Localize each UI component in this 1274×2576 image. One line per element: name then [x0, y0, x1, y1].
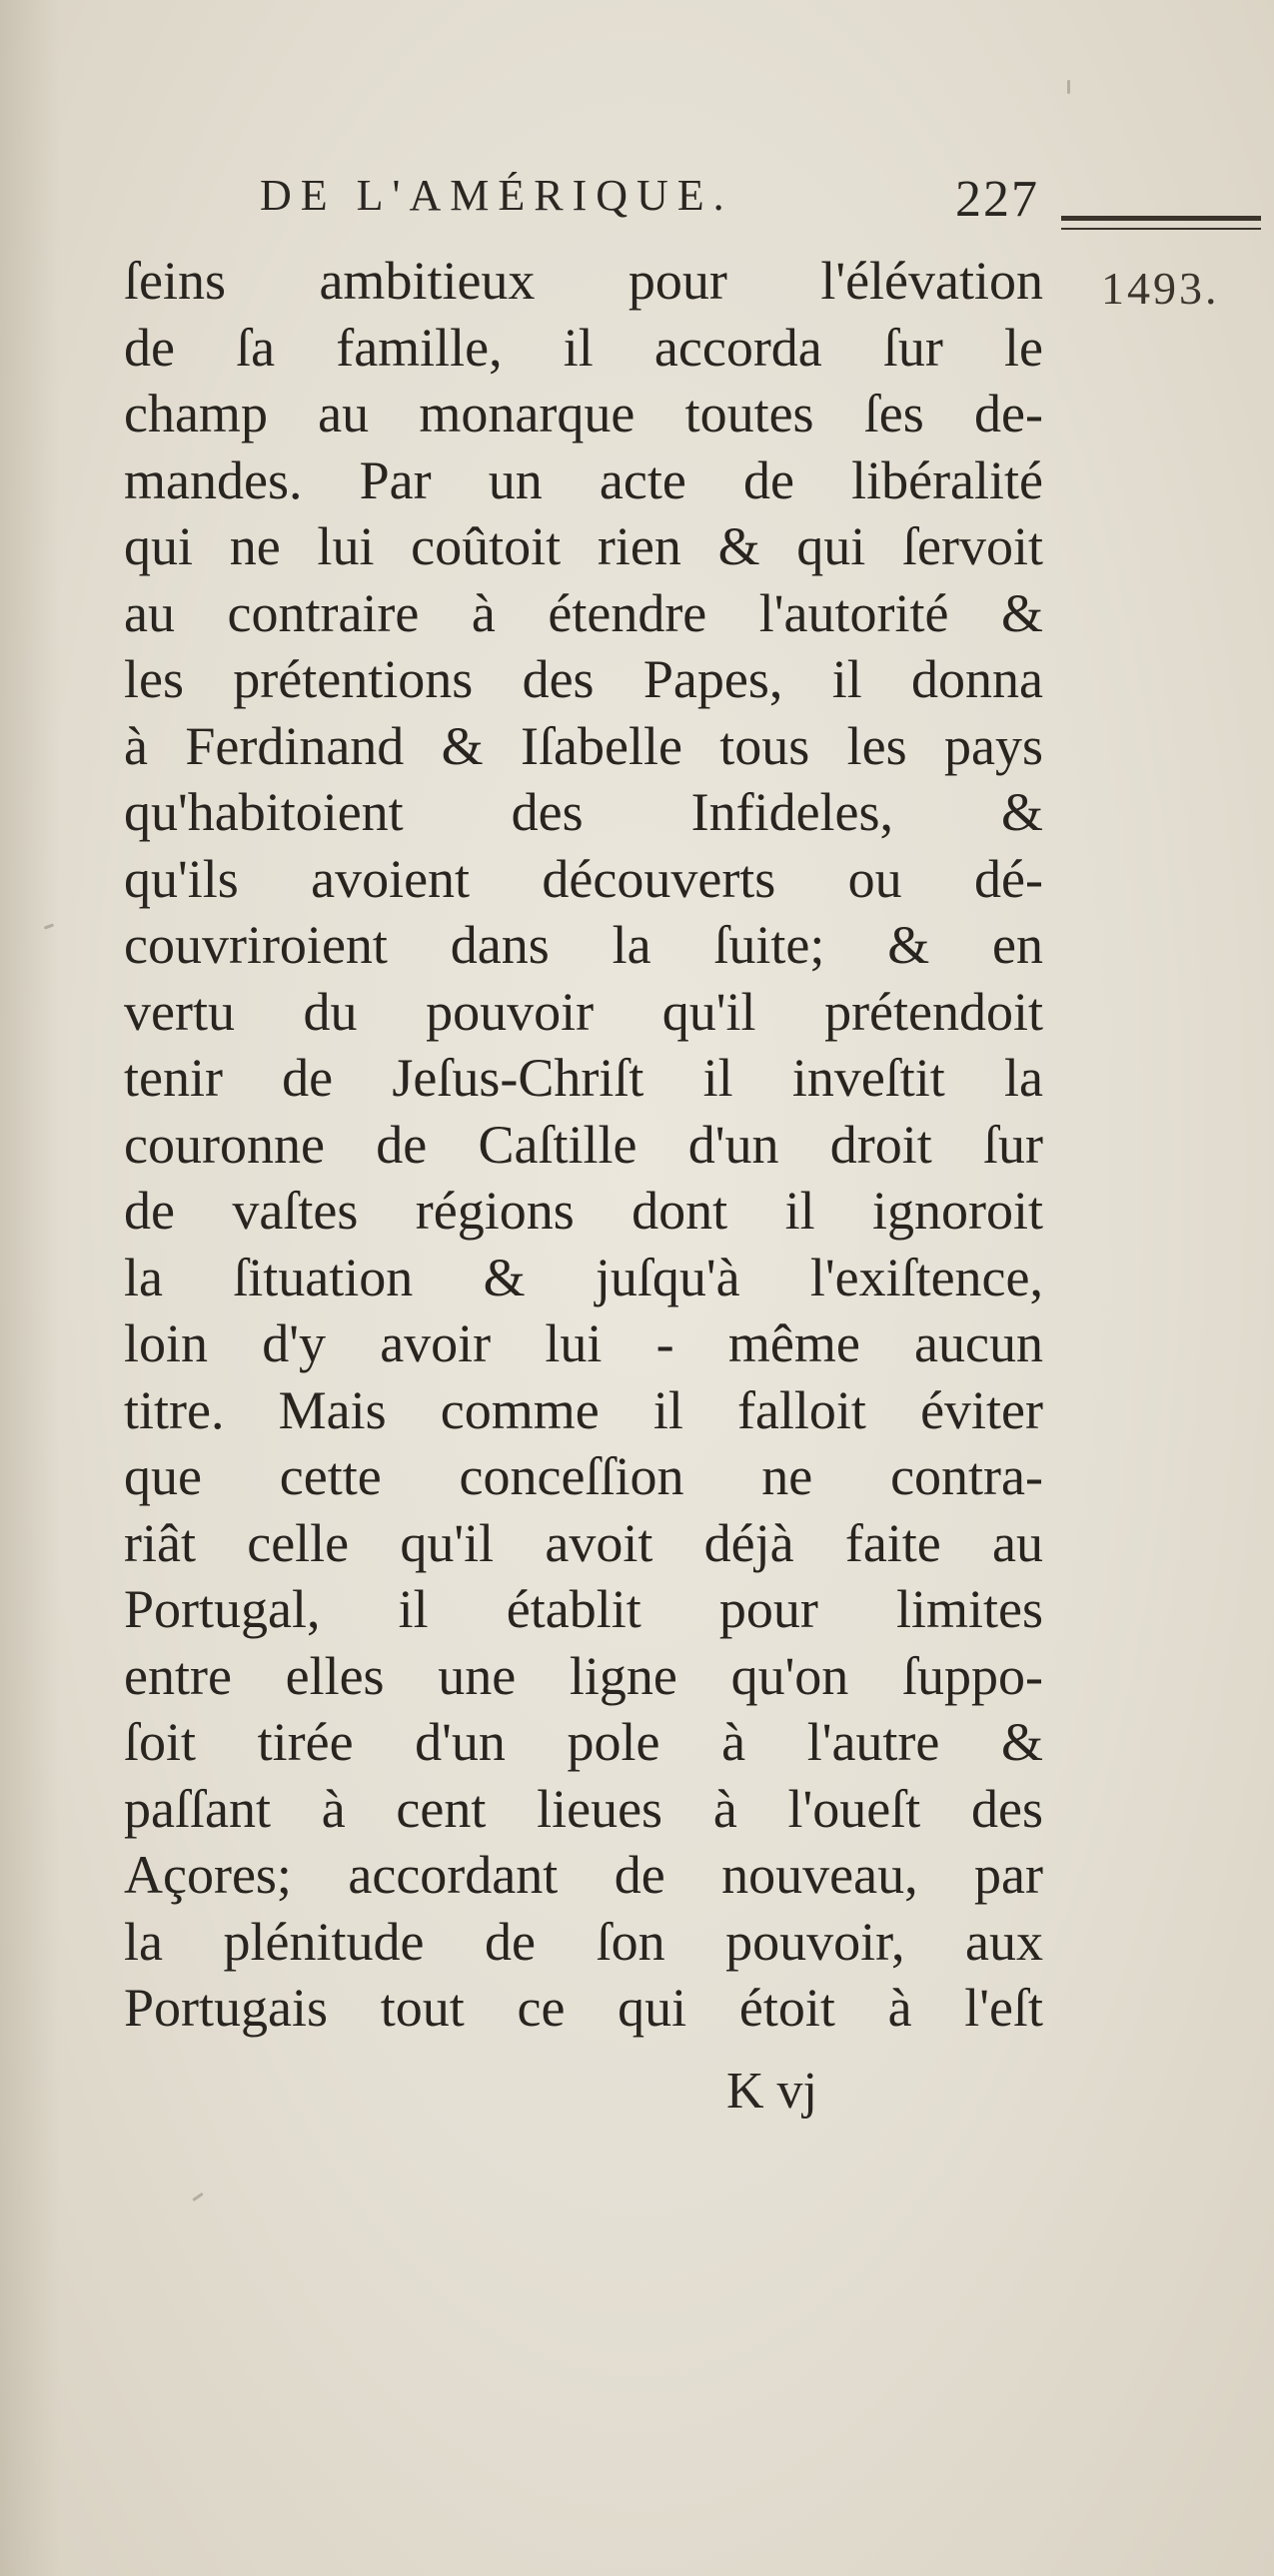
margin-rule	[1061, 216, 1261, 221]
text-line: mandes. Par un acte de libéralité	[124, 449, 1043, 510]
signature-mark: K vj	[726, 2063, 817, 2120]
text-line: vertu du pouvoir qu'il prétendoit	[124, 981, 1043, 1042]
text-line: de ſa famille, il accorda ſur le	[124, 317, 1043, 378]
text-line: qui ne lui coûtoit rien & qui ſervoit	[124, 516, 1043, 576]
text-line: ſoit tirée d'un pole à l'autre &	[124, 1712, 1043, 1772]
text-line: au contraire à étendre l'autorité &	[124, 582, 1043, 643]
paper-speck	[1067, 80, 1070, 94]
text-line: Açores; accordant de nouveau, par	[124, 1845, 1043, 1905]
text-line: tenir de Jeſus-Chriſt il inveſtit la	[124, 1048, 1043, 1108]
text-line: ſeins ambitieux pour l'élévation	[124, 251, 1043, 311]
text-line: paſſant à cent lieues à l'oueſt des	[124, 1778, 1043, 1839]
text-line: titre. Mais comme il falloit éviter	[124, 1379, 1043, 1440]
page-number: 227	[955, 171, 1039, 228]
body-text	[124, 248, 1043, 2042]
paper-speck	[44, 923, 54, 929]
running-title: DE L'AMÉRIQUE.	[260, 171, 733, 220]
text-line: de vaſtes régions dont il ignoroit	[124, 1181, 1043, 1241]
text-line: entre elles une ligne qu'on ſuppo-	[124, 1645, 1043, 1706]
running-head	[260, 170, 1039, 240]
text-line: que cette conceſſion ne contra-	[124, 1446, 1043, 1506]
text-line: couronne de Caſtille d'un droit ſur	[124, 1114, 1043, 1175]
text-line: Portugal, il établit pour limites	[124, 1579, 1043, 1639]
text-line: loin d'y avoir lui - même aucun	[124, 1313, 1043, 1373]
text-line: qu'ils avoient découverts ou dé-	[124, 848, 1043, 909]
text-line: les prétentions des Papes, il donna	[124, 649, 1043, 709]
text-line: à Ferdinand & Iſabelle tous les pays	[124, 715, 1043, 776]
margin-rule-thin	[1061, 228, 1261, 230]
margin-date-note: 1493.	[1101, 263, 1220, 314]
text-line: la plénitude de ſon pouvoir, aux	[124, 1911, 1043, 1972]
text-line: riât celle qu'il avoit déjà faite au	[124, 1512, 1043, 1573]
text-line: champ au monarque toutes ſes de-	[124, 384, 1043, 443]
text-line: qu'habitoient des Infideles, &	[124, 782, 1043, 842]
text-line: Portugais tout ce qui étoit à l'eſt	[124, 1978, 1043, 2038]
text-line: couvriroient dans la ſuite; & en	[124, 915, 1043, 975]
text-line: la ſituation & juſqu'à l'exiſtence,	[124, 1247, 1043, 1307]
paper-speck	[192, 2192, 204, 2201]
